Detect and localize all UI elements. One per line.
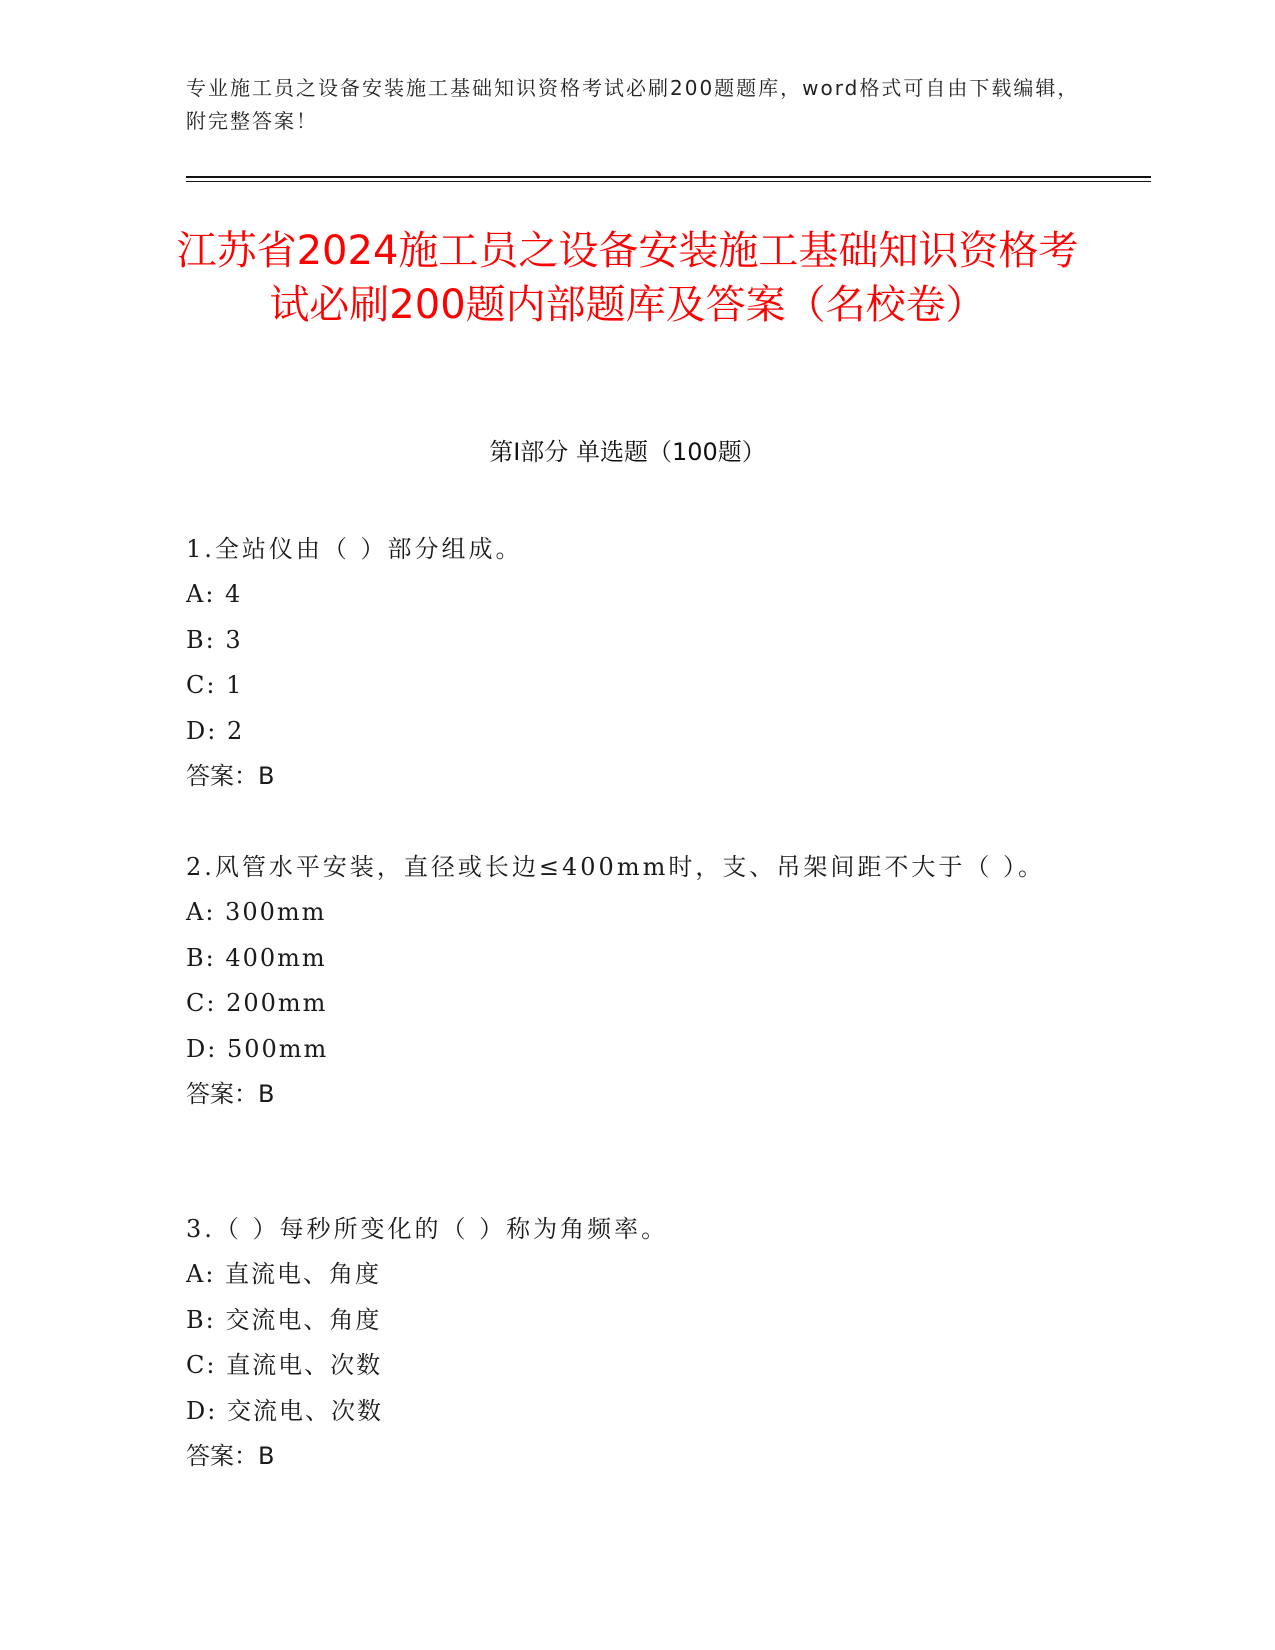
option-c: C: 直流电、次数 [186,1351,383,1379]
header-note: 专业施工员之设备安装施工基础知识资格考试必刷200题题库，word格式可自由下载编辑，附完整答案！ [186,76,1080,133]
question-stem: 1.全站仪由（ ）部分组成。 [186,535,523,563]
option-c: C: 200mm [186,989,328,1017]
option-b: B: 400mm [186,943,327,972]
section-title: 第I部分 单选题（100题） [489,438,766,466]
option-a: A: 4 [186,580,243,608]
option-a: A: 300mm [186,898,327,926]
document-title: 江苏省2024施工员之设备安装施工基础知识资格考试必刷200题内部题库及答案（名校卷） [176,228,1079,328]
answer: 答案：B [186,1080,275,1108]
question-3 [186,1206,1066,1479]
answer: 答案：B [186,1442,275,1470]
option-c: C: 1 [186,671,244,699]
question-2 [186,844,1066,1117]
option-b: B: 交流电、角度 [186,1305,382,1334]
question-1 [186,526,1066,799]
question-stem: 3.（ ）每秒所变化的（ ）称为角频率。 [186,1215,669,1243]
header-rule-thick [186,176,1151,178]
option-d: D: 交流电、次数 [186,1396,383,1425]
option-d: D: 500mm [186,1034,329,1063]
option-a: A: 直流电、角度 [186,1260,382,1288]
header-rule-thin [186,181,1151,182]
option-d: D: 2 [186,716,245,745]
option-b: B: 3 [186,625,243,654]
question-stem: 2.风管水平安装，直径或长边≤400mm时，支、吊架间距不大于（ ）。 [186,853,1045,881]
answer: 答案：B [186,762,275,790]
